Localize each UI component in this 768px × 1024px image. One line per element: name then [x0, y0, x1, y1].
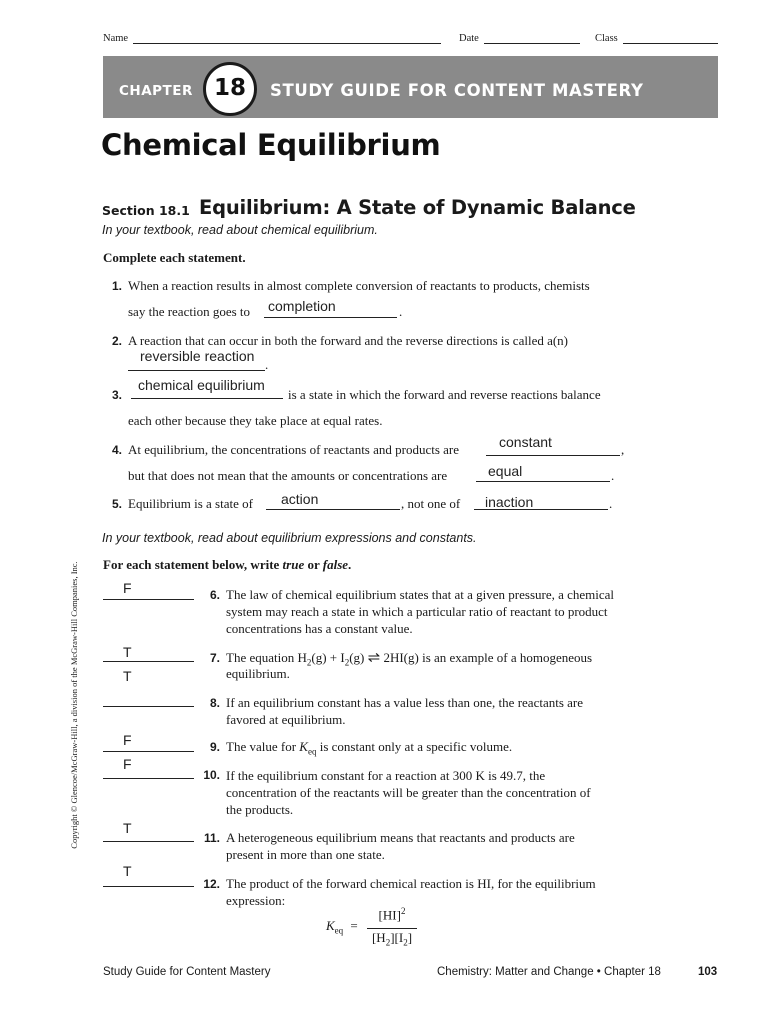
q8-answer-line[interactable] [103, 706, 194, 707]
q7-answer-line[interactable] [103, 661, 194, 662]
q8-line-1: If an equilibrium constant has a value less than one, the reactants are [226, 695, 584, 710]
section-label: Section 18.1 [102, 203, 190, 218]
formula-numerator-text: [HI] [378, 907, 401, 923]
q11-answer-line[interactable] [103, 841, 194, 842]
q5-answer-b: inaction [485, 494, 534, 510]
q4-comma: , [621, 442, 625, 457]
q10-answer-line[interactable] [103, 778, 194, 779]
q3-text-b: each other because they take place at equal rates. [128, 413, 383, 428]
q1-end: . [399, 304, 403, 319]
q12-line-2: expression: [226, 893, 286, 908]
q4-text-b: but that does not mean that the amounts or concentrations are [128, 468, 448, 483]
q9-answer-line[interactable] [103, 751, 194, 752]
q9-line-1 [226, 738, 512, 761]
q5-answer-a: action [281, 491, 319, 507]
q9-k: K [299, 739, 308, 754]
read-note-2: In your textbook, read about equilibrium expressions and constants. [102, 531, 477, 545]
q3-answer-line[interactable] [131, 398, 283, 399]
q4-end: . [611, 468, 615, 483]
class-field[interactable] [623, 43, 718, 44]
q7-sub-1: 2 [306, 657, 312, 668]
instruction-true: true [282, 557, 305, 572]
q7-answer: T [123, 644, 132, 660]
instruction-prefix: For each statement below, write [103, 557, 283, 572]
q11-answer: T [123, 820, 132, 836]
q9-number: 9. [209, 740, 220, 754]
name-label: Name [103, 33, 129, 44]
q8-line-2: favored at equilibrium. [226, 712, 346, 727]
q5-text-b: , not one of [401, 496, 461, 511]
q4-answer-a: constant [499, 434, 552, 450]
q10-number: 10. [203, 768, 220, 782]
q7-mid-3: 2HI(g) is an example of a homogeneous [383, 650, 593, 665]
q1-text-b: say the reaction goes to [128, 304, 251, 319]
q1-text-a: When a reaction results in almost complete conversion of reactants to products, chemists [128, 278, 590, 293]
read-note-1: In your textbook, read about chemical equilibrium. [102, 223, 378, 237]
q3-number: 3. [111, 388, 122, 402]
q12-line-1: The product of the forward chemical reaction is HI, for the equilibrium [226, 876, 596, 891]
q7-line-2: equilibrium. [226, 666, 290, 681]
q7-mid-2: (g) [349, 650, 365, 665]
q5-text-a: Equilibrium is a state of [128, 496, 253, 511]
q1-answer: completion [268, 298, 336, 314]
chapter-banner [103, 56, 718, 118]
q2-end: . [265, 357, 269, 372]
formula-fraction-bar [367, 928, 417, 929]
q7-mid-1: (g) + I [311, 650, 345, 665]
chapter-number: 18 [213, 75, 246, 101]
q9-post: is constant only at a specific volume. [316, 739, 513, 754]
formula-den-sub-b: 2 [403, 937, 408, 948]
formula-numerator [367, 906, 417, 923]
name-field[interactable] [133, 43, 441, 44]
chapter-number-badge [203, 62, 257, 116]
q5-number: 5. [111, 497, 122, 511]
q10-line-1: If the equilibrium constant for a reaction at 300 K is 49.7, the [226, 768, 546, 783]
q3-answer: chemical equilibrium [138, 377, 265, 393]
footer-right: Chemistry: Matter and Change • Chapter 18 [437, 966, 661, 978]
chapter-label: CHAPTER [119, 83, 193, 99]
q2-number-label: 2. [111, 334, 122, 348]
q3-text-a: is a state in which the forward and reverse reactions balance [288, 387, 601, 402]
formula-numerator-sup: 2 [400, 906, 406, 916]
instruction-end: . [348, 557, 352, 572]
instruction-or: or [304, 557, 323, 572]
q12-answer: T [123, 863, 132, 879]
class-label: Class [595, 33, 618, 44]
q4-answer-a-line[interactable] [486, 455, 620, 456]
q9-pre: The value for [226, 739, 300, 754]
q4-answer-b: equal [488, 463, 523, 479]
q9-answer: F [123, 732, 132, 748]
q6-number: 6. [209, 588, 220, 602]
formula-denominator [367, 930, 417, 948]
page-number: 103 [698, 966, 718, 978]
q7-number: 7. [209, 651, 220, 665]
q4-number: 4. [111, 443, 122, 457]
q7-extra-answer: T [123, 668, 132, 684]
q9-k-sub: eq [307, 746, 317, 757]
q7-sub-2: 2 [344, 657, 350, 668]
formula-den-b: ][I [390, 930, 404, 945]
date-field[interactable] [484, 43, 580, 44]
study-guide-label: STUDY GUIDE FOR CONTENT MASTERY [270, 81, 644, 100]
date-label: Date [459, 33, 479, 44]
q10-answer: F [123, 756, 132, 772]
instruction-true-false [103, 557, 351, 573]
q10-line-2: concentration of the reactants will be greater than the concentration of [226, 785, 591, 800]
q4-text-a: At equilibrium, the concentrations of reactants and products are [128, 442, 460, 457]
formula-den-a: [H [371, 930, 386, 945]
q6-line-2: system may reach a state in which a particular ratio of reactant to product [226, 604, 608, 619]
q1-answer-line[interactable] [264, 317, 397, 318]
q11-line-1: A heterogeneous equilibrium means that reactants and products are [226, 830, 575, 845]
q12-number: 12. [203, 877, 220, 891]
footer-left: Study Guide for Content Mastery [103, 966, 271, 978]
section-title: Equilibrium: A State of Dynamic Balance [199, 196, 636, 219]
q6-answer: F [123, 580, 132, 596]
q12-answer-line[interactable] [103, 886, 194, 887]
page-title: Chemical Equilibrium [101, 128, 441, 162]
q6-line-1: The law of chemical equilibrium states that at a given pressure, a chemical [226, 587, 615, 602]
q5-answer-a-line[interactable] [266, 509, 400, 510]
q4-answer-b-line[interactable] [476, 481, 610, 482]
formula-k: K [326, 918, 335, 933]
q7-text: The equation H [226, 650, 307, 665]
formula-den-sub-a: 2 [385, 937, 391, 948]
side-copyright: Copyright © Glencoe/McGraw-Hill, a division of the McGraw-Hill Companies, Inc. [69, 561, 79, 849]
instruction-complete: Complete each statement. [103, 250, 246, 265]
q2-answer: reversible reaction [140, 348, 255, 364]
formula-equals: = [350, 918, 358, 933]
q8-number: 8. [209, 696, 220, 710]
q11-number: 11. [203, 831, 220, 845]
q1-number: 1. [111, 279, 122, 293]
instruction-false: false [322, 557, 349, 572]
equilibrium-arrow-icon: ⇌ [367, 650, 381, 666]
q5-end: . [609, 496, 613, 511]
q2-answer-line[interactable] [128, 370, 265, 371]
keq-formula [326, 918, 358, 936]
q6-line-3: concentrations has a constant value. [226, 621, 413, 636]
formula-den-c: ] [407, 930, 413, 945]
q2-text-a: A reaction that can occur in both the forward and the reverse directions is called a(n) [128, 333, 569, 348]
q10-line-3: the products. [226, 802, 294, 817]
formula-k-sub: eq [334, 925, 344, 936]
q11-line-2: present in more than one state. [226, 847, 385, 862]
q6-answer-line[interactable] [103, 599, 194, 600]
